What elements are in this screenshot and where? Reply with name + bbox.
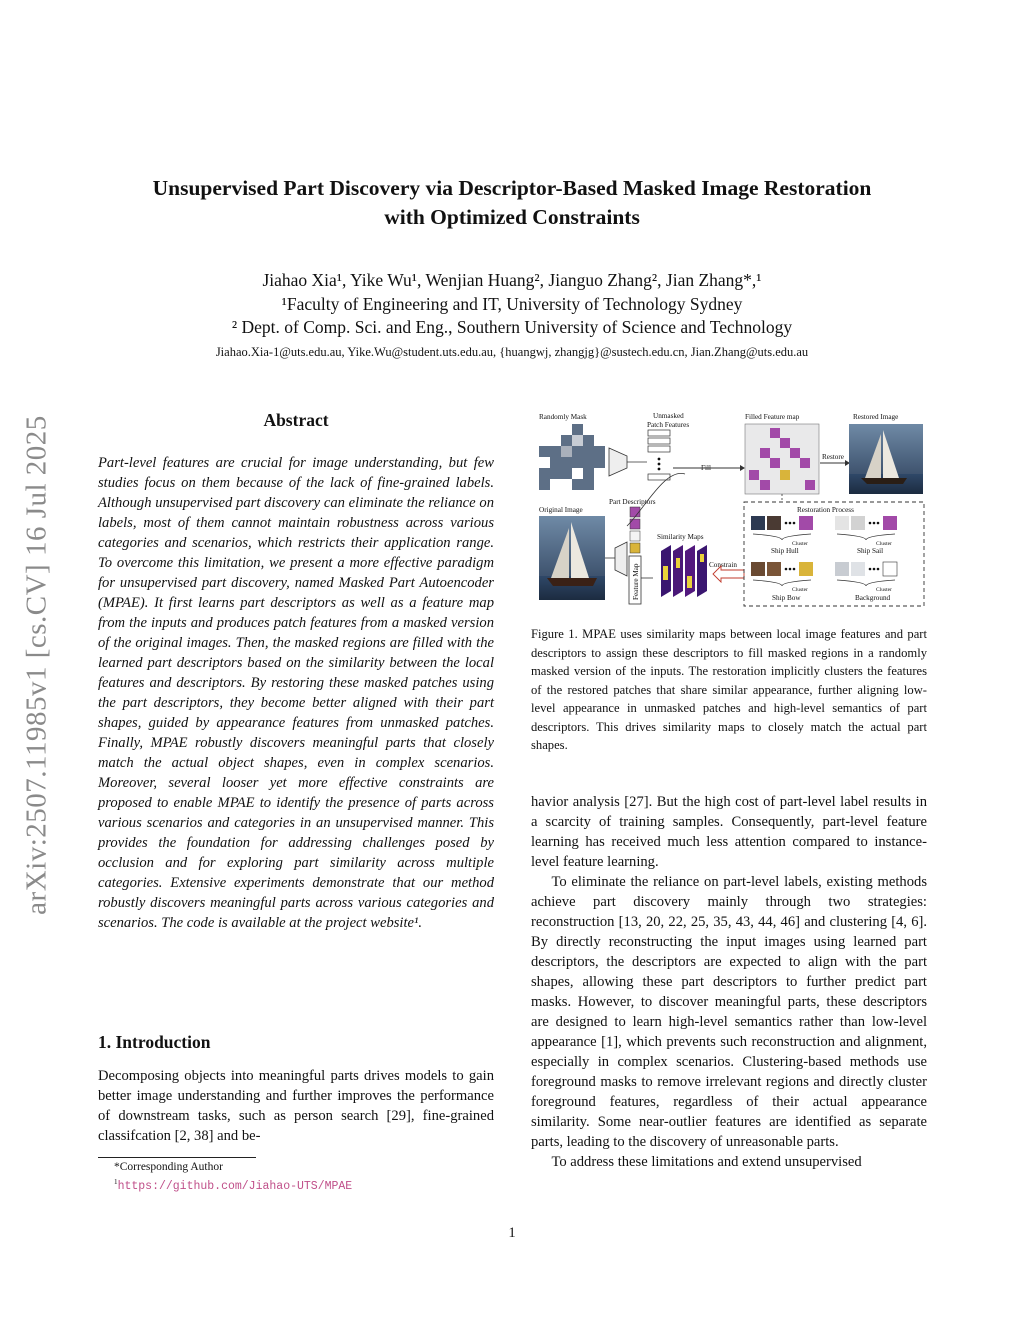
footnote-corresponding: *Corresponding Author bbox=[114, 1161, 223, 1173]
label-restoration-process: Restoration Process bbox=[797, 506, 854, 514]
descriptor-encoder bbox=[615, 542, 627, 576]
right-paragraph-2: To eliminate the reliance on part-level labels, existing methods achieve part discovery mainly through two strategies: reconstruction [13, 20, 22, 25, 35, 43, 44, 46] and clustering [4, 6]. By directly reconstructing the input images using learned part descriptors, the descriptors are expected to align with the part shapes, allowing these part descriptors to further predict part masks. However, to discover meaningful parts, these descriptors are designed to learn high-level semantics rather than low-level appearance [1], which prevents such reconstruction and alignment, especially in complex scenarios. Clustering-based methods use foreground masks to remove irrelevant regions and directly cluster foreground features, regardless of their actual appearance similarity. Some near-outlier features are identified as separate parts, leading to the discovery of unreasonable parts. bbox=[531, 874, 927, 1150]
feature-map bbox=[629, 556, 641, 604]
title-line-1: Unsupervised Part Discovery via Descriptor-Based Masked Image Restoration bbox=[152, 176, 872, 200]
author-emails: Jiahao.Xia-1@uts.edu.au, Yike.Wu@student.uts.edu.au, {huangwj, zhangjg}@sustech.edu.cn, Jian.Zhang@uts.edu.au bbox=[215, 345, 809, 359]
right-column-text bbox=[531, 792, 927, 1172]
label-ship-bow: Ship Bow bbox=[772, 594, 801, 602]
restored-image bbox=[849, 424, 923, 494]
similarity-maps bbox=[661, 545, 707, 597]
original-image bbox=[539, 516, 605, 600]
label-cluster-3: Cluster bbox=[792, 587, 808, 593]
arxiv-id: arXiv:2507.11985v1 [cs.CV] 16 Jul 2025 bbox=[20, 415, 53, 915]
abstract-heading: Abstract bbox=[263, 410, 329, 430]
paper-title bbox=[70, 174, 954, 232]
label-unmasked: Unmasked bbox=[653, 412, 684, 420]
label-filled-feature-map: Filled Feature map bbox=[745, 413, 800, 421]
right-paragraph-3: To address these limitations and extend unsupervised bbox=[551, 1154, 862, 1170]
cluster-background bbox=[835, 562, 897, 602]
affiliation-2: ² Dept. of Comp. Sci. and Eng., Southern University of Science and Technology bbox=[231, 317, 793, 337]
figure-1-diagram bbox=[535, 408, 927, 610]
encoder-block bbox=[609, 448, 627, 476]
label-similarity-maps: Similarity Maps bbox=[657, 533, 704, 541]
label-patch-features: Patch Features bbox=[647, 421, 690, 429]
label-cluster-4: Cluster bbox=[876, 587, 892, 593]
label-cluster-1: Cluster bbox=[792, 541, 808, 547]
masked-image bbox=[539, 424, 605, 490]
label-background: Background bbox=[855, 594, 891, 602]
arxiv-stamp bbox=[12, 370, 62, 960]
section-heading-introduction: 1. Introduction bbox=[98, 1032, 211, 1052]
intro-paragraph: Decomposing objects into meaningful parts drives models to gain better image understanding and further improves the performance of downstream tasks, such as person search [29], fine-grained classifcation [2, 38] and be- bbox=[98, 1068, 494, 1144]
label-feature-map: Feature Map bbox=[632, 563, 640, 600]
label-part-descriptors: Part Descriptors bbox=[609, 498, 656, 506]
cluster-ship-bow bbox=[751, 562, 813, 602]
right-paragraph-1: havior analysis [27]. But the high cost of part-level label results in a scarcity of training samples. Consequently, part-level feature learning has received much less attention compared to instance-level feature learning. bbox=[531, 794, 927, 870]
figure-1-caption: Figure 1. MPAE uses similarity maps between local image features and part descriptors to assign these descriptors to fill masked regions in a randomly masked version of the inputs. The restoration implicitly clusters the features of the restored patches that share similar appearance, further aligning low-level appearance in unmasked patches and high-level semantics of part descriptors. This drives similarity maps to closely match the actual part shapes. bbox=[531, 627, 927, 752]
label-constrain: Constrain bbox=[709, 561, 737, 569]
cluster-ship-hull bbox=[751, 516, 813, 555]
label-original-image: Original Image bbox=[539, 506, 583, 514]
abstract-body: Part-level features are crucial for image understanding, but few studies focus on them because of the lack of fine-grained labels. Although unsupervised part discovery can eliminate the reliance on labels, most of them cannot maintain robustness across various categories and scenarios, which restricts their application range. To overcome this limitation, we present a more effective paradigm for unsupervised part discovery, named Masked Part Autoencoder (MPAE). It first learns part descriptors as well as a feature map from the inputs and produces patch features from a masked version of the original images. Then, the masked regions are filled with the learned part descriptors based on the similarity between the local features and descriptors. By restoring these masked patches using the part descriptors, they become better aligned with their part shapes, guided by appearance features from unmasked patches. Finally, MPAE robustly discovers meaningful parts that closely match the actual object shapes, even in complex scenarios. Moreover, several looser yet more effective constraints are proposed to enable MPAE to identify the presence of parts across various scenarios and categories in an unsupervised manner. This provides the foundation for addressing challenges posed by occlusion and for exploring part similarity across multiple categories. Extensive experiments demonstrate that our method robustly discovers meaningful parts across various categories and scenarios. The code is available at the project website¹. bbox=[98, 455, 494, 931]
label-ship-sail: Ship Sail bbox=[857, 547, 884, 555]
filled-feature-map bbox=[745, 424, 819, 494]
label-randomly-mask: Randomly Mask bbox=[539, 413, 587, 421]
label-restored-image: Restored Image bbox=[853, 413, 899, 421]
affiliation-1: ¹Faculty of Engineering and IT, University of Technology Sydney bbox=[281, 294, 743, 314]
label-ship-hull: Ship Hull bbox=[771, 547, 799, 555]
author-list: Jiahao Xia¹, Yike Wu¹, Wenjian Huang², Jianguo Zhang², Jian Zhang*,¹ bbox=[262, 270, 762, 290]
page-number: 1 bbox=[508, 1225, 516, 1241]
unmasked-patch-features bbox=[648, 430, 670, 480]
footnote-project-url bbox=[114, 1178, 352, 1193]
footnote-divider bbox=[98, 1157, 256, 1158]
part-descriptors bbox=[627, 473, 685, 553]
title-line-2: with Optimized Constraints bbox=[384, 205, 640, 229]
cluster-ship-sail bbox=[835, 516, 897, 555]
footnote-mark: 1 bbox=[114, 1178, 118, 1186]
label-restore: Restore bbox=[822, 453, 844, 461]
project-url-link[interactable]: https://github.com/Jiahao-UTS/MPAE bbox=[117, 1179, 353, 1193]
label-cluster-2: Cluster bbox=[876, 541, 892, 547]
label-fill: Fill bbox=[701, 464, 711, 472]
